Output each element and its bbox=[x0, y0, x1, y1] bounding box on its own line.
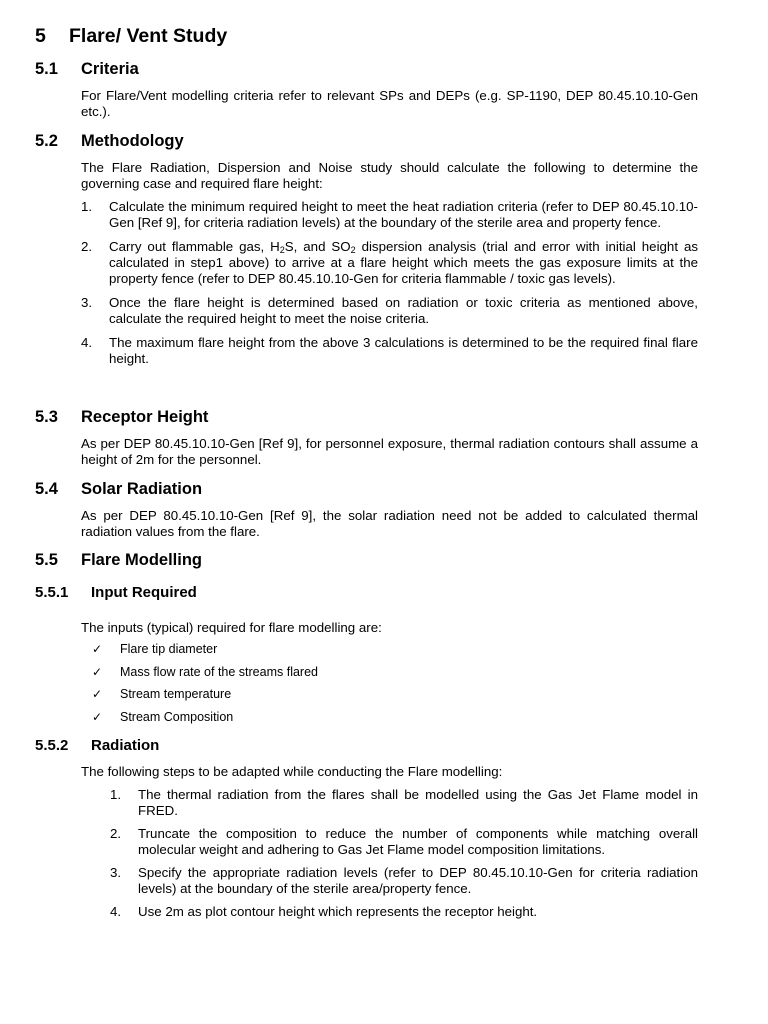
criteria-heading bbox=[35, 60, 139, 79]
methodology-intro: The Flare Radiation, Dispersion and Noise study should calculate the following to determine the governing case and required flare height: bbox=[81, 160, 698, 191]
list-item bbox=[110, 787, 698, 819]
solar-number: 5.4 bbox=[35, 480, 58, 498]
list-item bbox=[110, 826, 698, 858]
checkmark-icon: ✓ bbox=[92, 664, 103, 679]
subscript: 2 bbox=[350, 245, 356, 255]
radiation-title: Radiation bbox=[91, 737, 160, 754]
radiation-heading bbox=[35, 737, 159, 754]
item-number: 2. bbox=[81, 239, 93, 254]
radiation-intro: The following steps to be adapted while conducting the Flare modelling: bbox=[81, 764, 503, 779]
list-item bbox=[81, 239, 698, 287]
item-text: Specify the appropriate radiation levels (refer to DEP 80.45.10.10-Gen for criteria radiation levels) at the boundary of the sterile area/property fence. bbox=[138, 865, 698, 896]
solar-text: As per DEP 80.45.10.10-Gen [Ref 9], the solar radiation need not be added to calculated thermal radiation values from the flare. bbox=[81, 508, 698, 539]
receptor-heading bbox=[35, 408, 208, 427]
criteria-title: Criteria bbox=[81, 60, 139, 78]
item-text: The thermal radiation from the flares shall be modelled using the Gas Jet Flame model in FRED. bbox=[138, 787, 698, 818]
solar-title: Solar Radiation bbox=[81, 480, 203, 498]
subscript: 2 bbox=[279, 245, 285, 255]
item-text-part: S, and SO bbox=[284, 239, 351, 254]
methodology-title: Methodology bbox=[81, 132, 184, 150]
item-text: Mass flow rate of the streams flared bbox=[120, 664, 318, 679]
item-number: 1. bbox=[81, 199, 93, 214]
criteria-text: For Flare/Vent modelling criteria refer to relevant SPs and DEPs (e.g. SP-1190, DEP 80.45.10.10-Gen etc.). bbox=[81, 88, 698, 119]
receptor-title: Receptor Height bbox=[81, 408, 209, 426]
methodology-list bbox=[81, 199, 698, 367]
input-intro: The inputs (typical) required for flare modelling are: bbox=[81, 620, 382, 635]
item-text: Stream Composition bbox=[120, 709, 234, 724]
checkmark-icon: ✓ bbox=[92, 709, 103, 724]
item-number: 1. bbox=[110, 787, 122, 802]
input-heading bbox=[35, 584, 197, 601]
item-text: Stream temperature bbox=[120, 687, 232, 701]
criteria-number: 5.1 bbox=[35, 60, 58, 78]
receptor-number: 5.3 bbox=[35, 408, 58, 426]
solar-heading bbox=[35, 480, 202, 499]
item-number: 4. bbox=[110, 904, 122, 919]
modelling-number: 5.5 bbox=[35, 551, 58, 569]
input-number: 5.5.1 bbox=[35, 584, 69, 601]
item-number: 3. bbox=[110, 865, 122, 880]
checkmark-icon: ✓ bbox=[92, 687, 103, 701]
item-text-part: dispersion analysis (trial and error with initial height as calculated in step1 above) to arrive at a flare height which meets the gas exposure limits at the property fence (refer to DEP 80.45.10.10-Gen for criteria flammable / toxic gas levels). bbox=[109, 239, 698, 286]
item-text: The maximum flare height from the above 3 calculations is determined to be the required final flare height. bbox=[109, 335, 698, 366]
item-text: Flare tip diameter bbox=[120, 642, 218, 656]
section-number: 5 bbox=[35, 25, 46, 47]
receptor-text: As per DEP 80.45.10.10-Gen [Ref 9], for personnel exposure, thermal radiation contours shall assume a height of 2m for the personnel. bbox=[81, 436, 698, 467]
section-title: Flare/ Vent Study bbox=[69, 25, 228, 47]
modelling-heading bbox=[35, 551, 202, 570]
modelling-title: Flare Modelling bbox=[81, 551, 203, 569]
list-item bbox=[110, 904, 698, 920]
item-text-part: Carry out flammable gas, H bbox=[109, 239, 280, 254]
item-text: Once the flare height is determined based on radiation or toxic criteria as mentioned above, calculate the required height to meet the noise criteria. bbox=[109, 295, 698, 326]
methodology-heading bbox=[35, 132, 184, 151]
item-number: 4. bbox=[81, 335, 93, 350]
item-text: Calculate the minimum required height to meet the heat radiation criteria (refer to DEP 80.45.10.10-Gen [Ref 9], for criteria radiation levels) at the boundary of the sterile area and property fence. bbox=[109, 199, 698, 230]
list-item bbox=[81, 295, 698, 327]
checkmark-icon: ✓ bbox=[92, 642, 103, 656]
item-text: Use 2m as plot contour height which represents the receptor height. bbox=[138, 904, 538, 919]
item-number: 2. bbox=[110, 826, 122, 841]
radiation-list bbox=[110, 787, 698, 920]
item-text bbox=[109, 239, 698, 286]
item-text: Truncate the composition to reduce the number of components while matching overall molecular weight and adhering to Gas Jet Flame model composition limitations. bbox=[138, 826, 698, 857]
list-item bbox=[81, 335, 698, 367]
input-title: Input Required bbox=[91, 584, 197, 601]
methodology-number: 5.2 bbox=[35, 132, 58, 150]
item-number: 3. bbox=[81, 295, 93, 310]
list-item bbox=[81, 199, 698, 231]
section-heading bbox=[35, 25, 227, 48]
list-item bbox=[110, 865, 698, 897]
radiation-number: 5.5.2 bbox=[35, 737, 69, 754]
